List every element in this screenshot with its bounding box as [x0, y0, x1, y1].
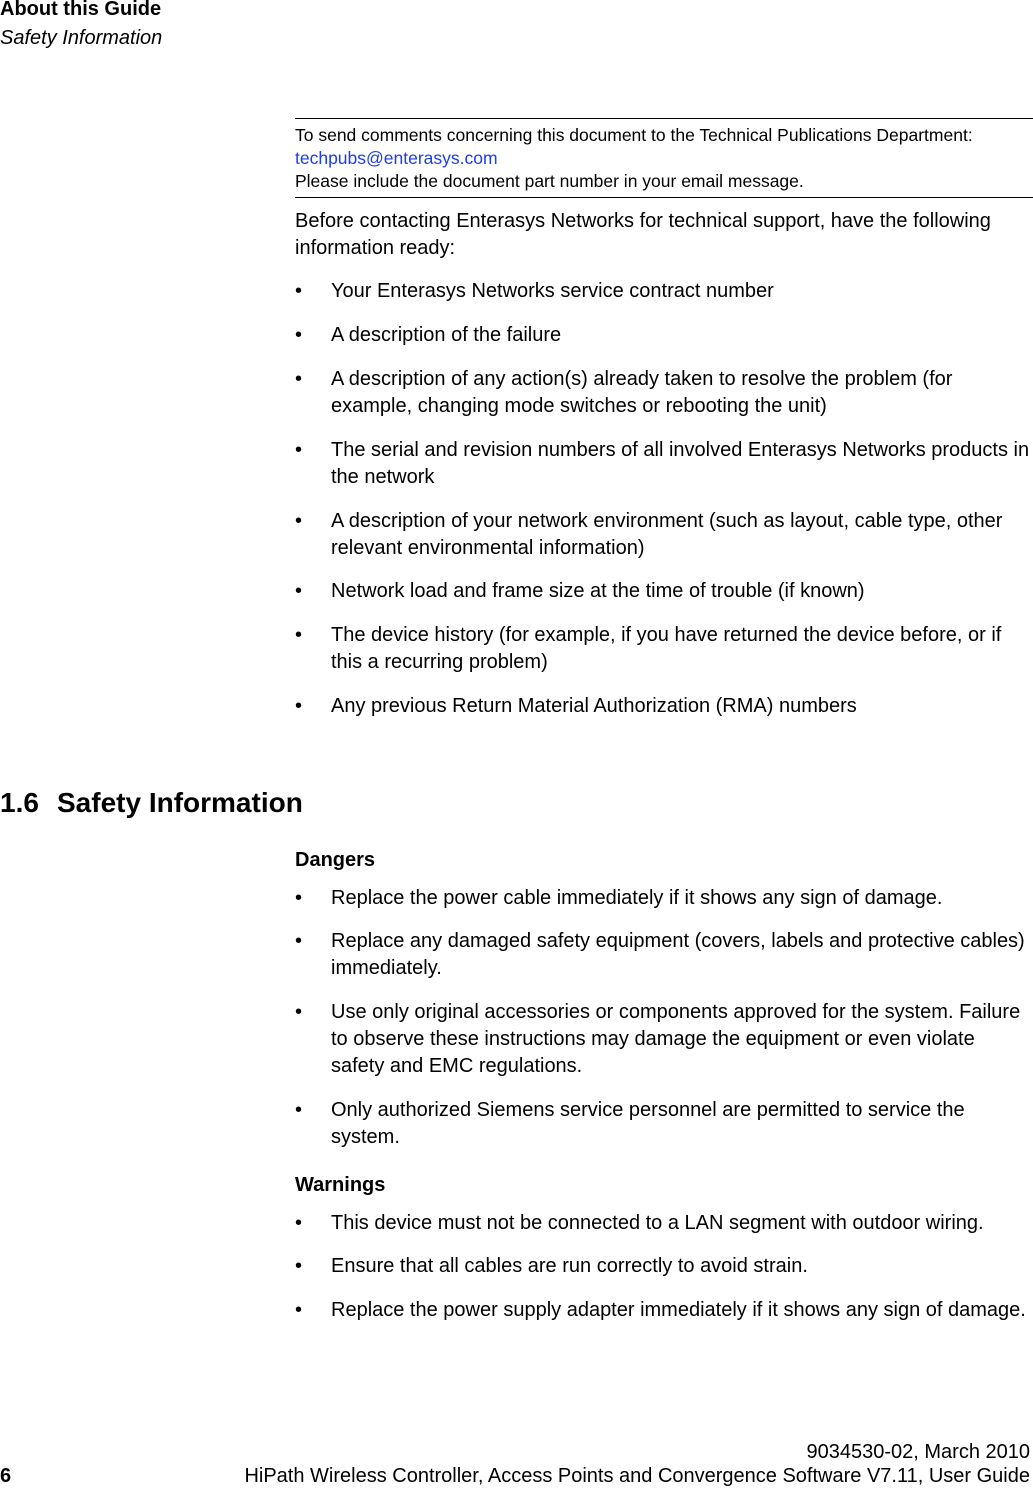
bullet-icon: • [295, 695, 303, 717]
bullet-icon: • [295, 324, 303, 346]
bullet-icon: • [295, 624, 303, 646]
note-top-rule [295, 118, 1033, 119]
bullet-icon: • [295, 368, 303, 390]
list-item-text: A description of any action(s) already taken to resolve the problem (for example, changing mode switches or rebooting the unit) [331, 368, 953, 417]
list-item-text: Any previous Return Material Authorization (RMA) numbers [331, 695, 857, 717]
list-item-text: Network load and frame size at the time of trouble (if known) [331, 580, 865, 602]
list-item-text: This device must not be connected to a LAN segment with outdoor wiring. [331, 1212, 984, 1234]
bullet-icon: • [295, 510, 303, 532]
bullet-icon: • [295, 1255, 303, 1277]
list-item-text: A description of the failure [331, 324, 562, 346]
section-number: 1.6 [0, 787, 39, 818]
footer-docnum: 9034530-02, March 2010 [806, 1441, 1030, 1463]
warnings-heading: Warnings [295, 1174, 386, 1196]
running-header-chapter: About this Guide [0, 0, 162, 20]
section-heading [0, 785, 303, 821]
running-header-section: Safety Information [0, 27, 163, 49]
list-item-text: Ensure that all cables are run correctly to avoid strain. [331, 1255, 808, 1277]
list-item-text: Replace any damaged safety equipment (covers, labels and protective cables) immediately. [331, 930, 1025, 979]
bullet-icon: • [295, 1099, 303, 1121]
bullet-icon: • [295, 930, 303, 952]
section-title: Safety Information [57, 787, 303, 818]
dangers-heading: Dangers [295, 849, 376, 871]
email-link[interactable]: techpubs@enterasys.com [295, 148, 498, 168]
list-item-text: Use only original accessories or components approved for the system. Failure to observe these instructions may damage the equipment or even violate safety and EMC regulations. [331, 1001, 1021, 1077]
bullet-icon: • [295, 1299, 303, 1321]
list-item-text: Replace the power supply adapter immediately if it shows any sign of damage. [331, 1299, 1026, 1321]
bullet-icon: • [295, 439, 303, 461]
note-text: To send comments concerning this document to the Technical Publications Department: [295, 125, 973, 145]
bullet-icon: • [295, 1001, 303, 1023]
list-item-text: The device history (for example, if you have returned the device before, or if this a recurring problem) [331, 624, 1002, 673]
list-item-text: A description of your network environment (such as layout, cable type, other relevant environmental information) [331, 510, 1003, 559]
bullet-icon: • [295, 1212, 303, 1234]
list-item-text: Replace the power cable immediately if it shows any sign of damage. [331, 887, 943, 909]
footer-title: HiPath Wireless Controller, Access Points and Convergence Software V7.11, User Guide [244, 1465, 1030, 1487]
bullet-icon: • [295, 280, 303, 302]
bullet-icon: • [295, 887, 303, 909]
comments-note [295, 124, 1033, 193]
support-intro: Before contacting Enterasys Networks for technical support, have the following information ready: [295, 210, 991, 259]
page-number: 6 [0, 1465, 12, 1487]
note-bottom-rule [295, 197, 1033, 198]
list-item-text: The serial and revision numbers of all involved Enterasys Networks products in the network [331, 439, 1030, 488]
list-item-text: Your Enterasys Networks service contract number [331, 280, 774, 302]
bullet-icon: • [295, 580, 303, 602]
note-text: Please include the document part number in your email message. [295, 171, 804, 191]
list-item-text: Only authorized Siemens service personnel are permitted to service the system. [331, 1099, 965, 1148]
